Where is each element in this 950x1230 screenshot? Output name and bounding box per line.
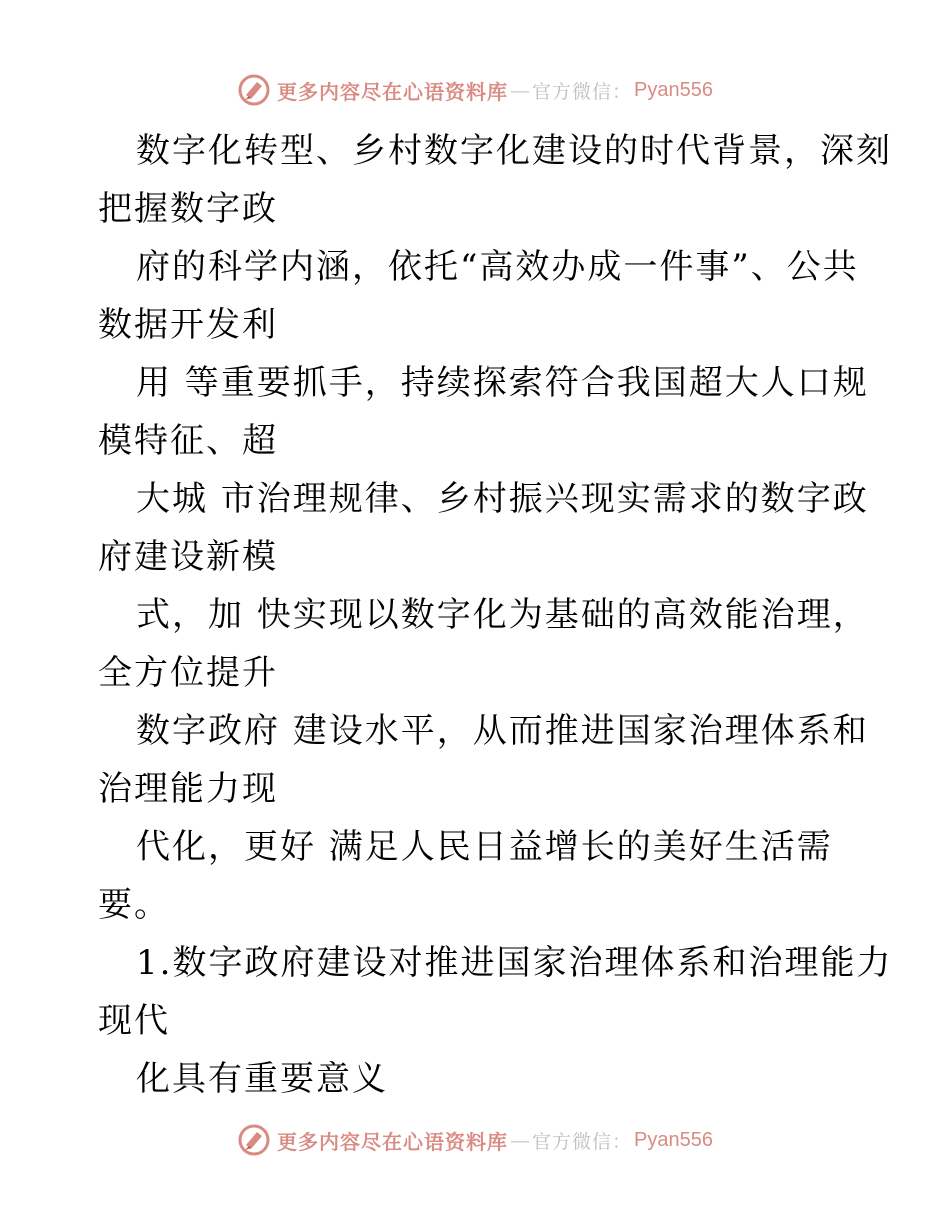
text-line: 模特征、超	[98, 421, 278, 461]
document-body	[98, 122, 893, 1108]
text-line: 数字化转型、乡村数字化建设的时代背景，深刻	[136, 131, 892, 171]
text-line: 数字政府 建设水平，从而推进国家治理体系和	[136, 711, 869, 751]
text-line: 化具有重要意义	[136, 1059, 388, 1099]
text-line: 数据开发利	[98, 305, 278, 345]
text-line: 大城 市治理规律、乡村振兴现实需求的数字政	[136, 479, 869, 519]
text-line: 代化，更好 满足人民日益增长的美好生活需	[136, 827, 833, 867]
banner-separator: —	[510, 1128, 530, 1152]
text-line: 要。	[98, 885, 170, 925]
banner-slogan: 更多内容尽在心语资料库	[277, 1129, 508, 1154]
brand-logo-icon	[237, 1123, 271, 1157]
banner-separator: —	[510, 78, 530, 102]
text-line: 1.数字政府建设对推进国家治理体系和治理能力	[136, 943, 893, 983]
text-line: 府的科学内涵，依托“高效办成一件事”、公共	[136, 247, 859, 287]
text-line: 用 等重要抓手，持续探索符合我国超大人口规	[136, 363, 869, 403]
text-line: 全方位提升	[98, 653, 278, 693]
banner-wechat-id: Pyan556	[634, 78, 713, 101]
text-line: 治理能力现	[98, 769, 278, 809]
text-line: 式，加 快实现以数字化为基础的高效能治理，	[136, 595, 869, 635]
footer-watermark-banner	[0, 1120, 950, 1160]
banner-wechat-label: 官方微信：	[532, 1130, 633, 1153]
banner-wechat-id: Pyan556	[634, 1128, 713, 1151]
brand-logo-icon	[237, 73, 271, 107]
banner-slogan: 更多内容尽在心语资料库	[277, 79, 508, 104]
text-line: 现代	[98, 1001, 170, 1041]
header-watermark-banner	[0, 70, 950, 110]
text-line: 把握数字政	[98, 189, 278, 229]
banner-wechat-label: 官方微信：	[532, 80, 633, 103]
text-line: 府建设新模	[98, 537, 278, 577]
